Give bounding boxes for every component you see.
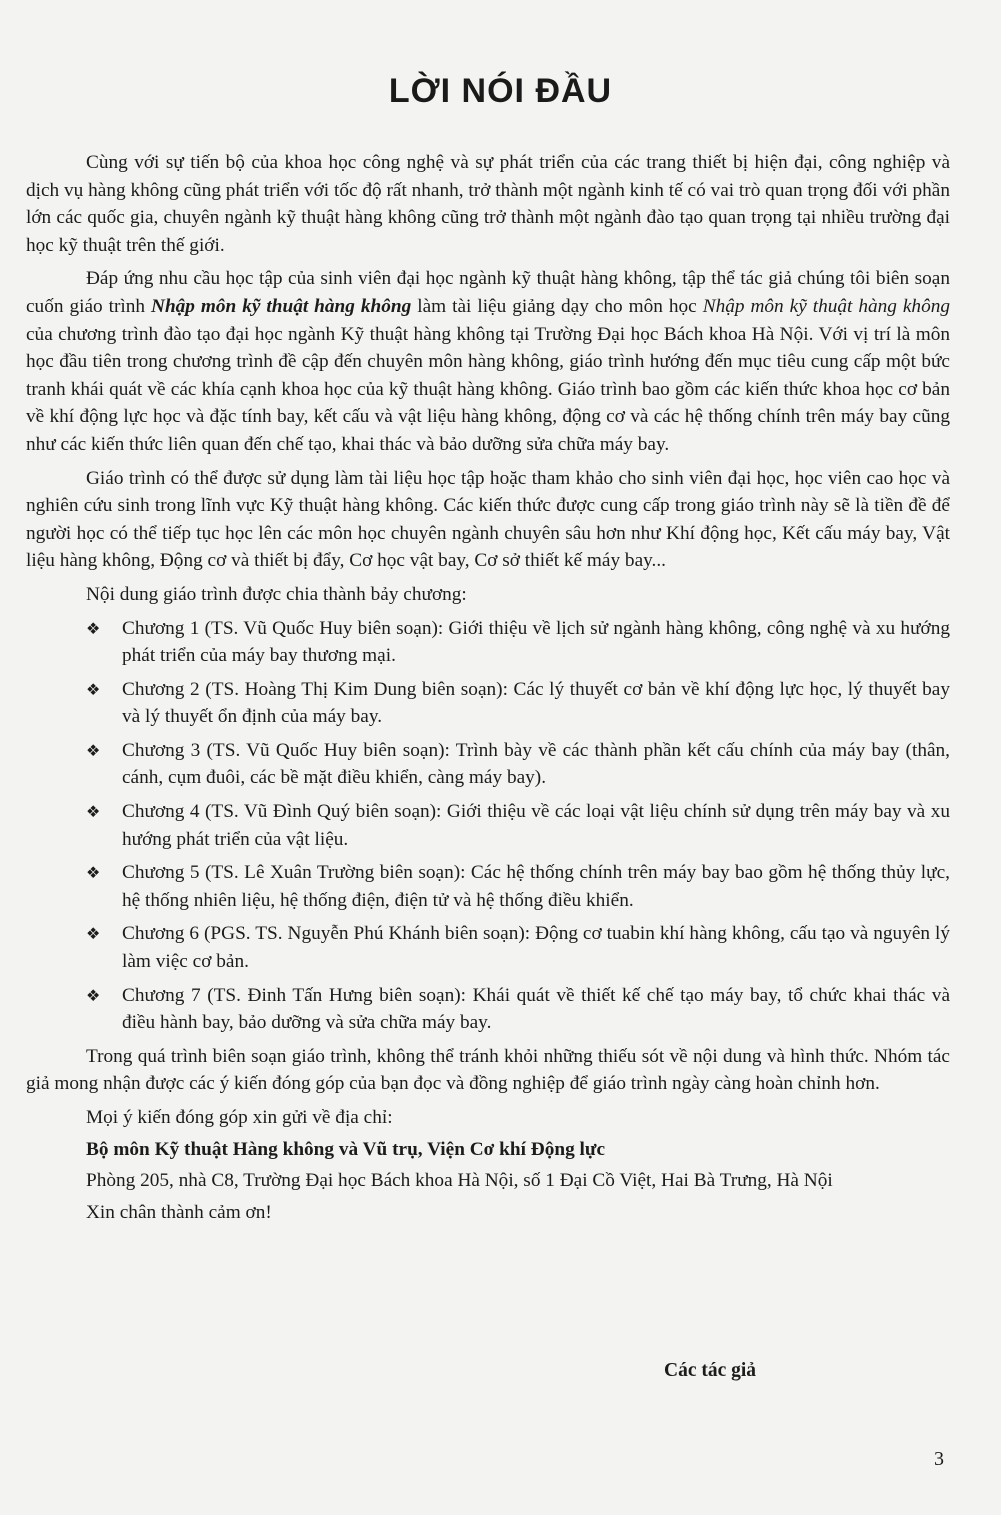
page-title: LỜI NÓI ĐẦU [388,72,613,110]
paragraph-contact-intro: Mọi ý kiến đóng góp xin gửi về địa chỉ: [86,1107,393,1128]
closing-thanks: Xin chân thành cảm ơn! [86,1201,272,1223]
paragraph-purpose-text-2: làm tài liệu giảng dạy cho môn học [411,295,703,317]
chapter-text: Chương 2 (TS. Hoàng Thị Kim Dung biên soạn): Các lý thuyết cơ bản về khí động lực học, lý thuyết bay và lý thuyết ổn định của máy bay. [122,678,950,728]
paragraph-purpose-text-3: của chương trình đào tạo đại học ngành Kỹ thuật hàng không tại Trường Đại học Bách khoa Hà Nội. Với vị trí là môn học đầu tiên trong chương trình đề cập đến chuyên môn hàng không, giáo trình hướng đến mục tiêu cung cấp một bức tranh khái quát về các khía cạnh khoa học của kỹ thuật hàng không. Giáo trình bao gồm các kiến thức khoa học cơ bản về khí động lực học và đặc tính bay, kết cấu và vật liệu hàng không, động cơ và các hệ thống chính trên máy bay cũng như các kiến thức liên quan đến chế tạo, khai thác và bảo dưỡng sửa chữa máy bay. [26,323,950,455]
diamond-bullet-icon: ❖ [86,863,101,883]
diamond-bullet-icon: ❖ [86,985,101,1005]
book-title-emphasis: Nhập môn kỹ thuật hàng không [151,295,412,317]
department-address: Phòng 205, nhà C8, Trường Đại học Bách khoa Hà Nội, số 1 Đại Cồ Việt, Hai Bà Trưng, Hà Nội [86,1170,833,1192]
chapter-text: Chương 6 (PGS. TS. Nguyễn Phú Khánh biên soạn): Động cơ tuabin khí hàng không, cấu tạo và nguyên lý làm việc cơ bản. [122,923,950,973]
chapter-text: Chương 1 (TS. Vũ Quốc Huy biên soạn): Giới thiệu về lịch sử ngành hàng không, công nghệ và xu hướng phát triển của máy bay thương mại. [122,617,950,667]
page-body [26,149,950,1230]
diamond-bullet-icon: ❖ [86,802,101,822]
chapter-item [26,737,950,792]
chapter-text: Chương 3 (TS. Vũ Quốc Huy biên soạn): Trình bày về các thành phần kết cấu chính của máy bay (thân, cánh, cụm đuôi, các bề mặt điều khiển, càng máy bay). [122,739,950,789]
paragraph-audience: Giáo trình có thể được sử dụng làm tài liệu học tập hoặc tham khảo cho sinh viên đại học, học viên cao học và nghiên cứu sinh trong lĩnh vực Kỹ thuật hàng không. Các kiến thức được cung cấp trong giáo trình này sẽ là tiền đề để người học có thể tiếp tục học lên các môn học chuyên ngành chuyên sâu hơn như Khí động học, Kết cấu máy bay, Vật liệu hàng không, Động cơ và thiết bị đẩy, Cơ học vật bay, Cơ sở thiết kế máy bay... [26,467,950,572]
paragraph-chapters-intro: Nội dung giáo trình được chia thành bảy chương: [86,583,467,605]
chapter-item [26,859,950,914]
diamond-bullet-icon: ❖ [86,679,101,699]
chapter-item [26,676,950,731]
authors-signature: Các tác giả [664,1360,757,1381]
chapter-list [26,615,950,1037]
chapter-item [26,798,950,853]
chapter-item [26,982,950,1037]
diamond-bullet-icon: ❖ [86,618,101,638]
paragraph-intro: Cùng với sự tiến bộ của khoa học công nghệ và sự phát triển của các trang thiết bị hiện đại, công nghiệp và dịch vụ hàng không cũng phát triển với tốc độ rất nhanh, trở thành một ngành kinh tế có vai trò quan trọng đối với phần lớn các quốc gia, chuyên ngành kỹ thuật hàng không cũng trở thành một ngành đào tạo quan trọng tại nhiều trường đại học kỹ thuật trên thế giới. [26,152,950,256]
paragraph-purpose [26,265,950,458]
chapter-item [26,615,950,670]
page-number: 3 [934,1448,944,1470]
paragraph-purpose-text-1: Đáp ứng nhu cầu học tập của sinh viên đại học ngành kỹ thuật hàng không, tập thể tác giả chúng tôi biên soạn cuốn giáo trình [26,268,950,317]
chapter-item [26,920,950,975]
paragraph-feedback: Trong quá trình biên soạn giáo trình, không thể tránh khỏi những thiếu sót về nội dung và hình thức. Nhóm tác giả mong nhận được các ý kiến đóng góp của bạn đọc và đồng nghiệp để giáo trình ngày càng hoàn chỉnh hơn. [26,1045,950,1095]
chapter-text: Chương 4 (TS. Vũ Đình Quý biên soạn): Giới thiệu về các loại vật liệu chính sử dụng trên máy bay và xu hướng phát triển của vật liệu. [122,801,950,850]
chapter-text: Chương 5 (TS. Lê Xuân Trường biên soạn): Các hệ thống chính trên máy bay bao gồm hệ thống thủy lực, hệ thống nhiên liệu, hệ thống điện, điện tử và hệ thống điều khiển. [122,862,950,911]
course-title-emphasis: Nhập môn kỹ thuật hàng không [702,295,950,317]
diamond-bullet-icon: ❖ [86,924,101,944]
diamond-bullet-icon: ❖ [86,740,101,760]
department-name: Bộ môn Kỹ thuật Hàng không và Vũ trụ, Viện Cơ khí Động lực [86,1138,606,1160]
chapter-text: Chương 7 (TS. Đinh Tấn Hưng biên soạn): Khái quát về thiết kế chế tạo máy bay, tổ chức khai thác và điều hành bay, bảo dưỡng và sửa chữa máy bay. [122,984,950,1034]
